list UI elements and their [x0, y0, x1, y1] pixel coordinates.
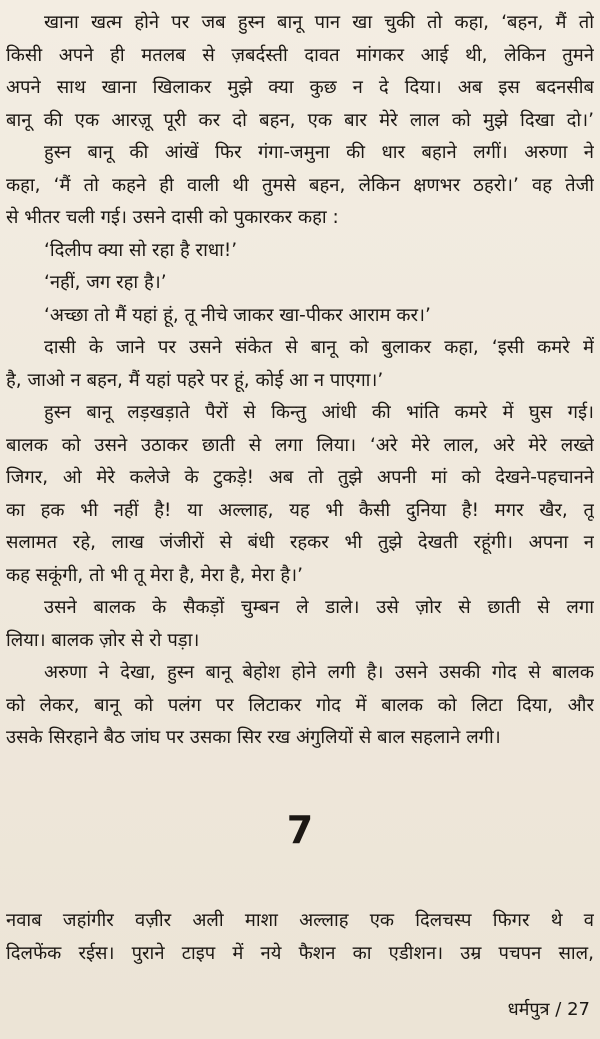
text-line: नवाब जहांगीर वज़ीर अली माशा अल्लाह एक दिलचस्प फिगर थे व — [6, 910, 594, 931]
text-line: को लेकर, बानू को पलंग पर लिटाकर गोद में बालक को लिटा दिया, और — [6, 694, 594, 716]
text-line: कहा, ‘मैं तो कहने ही वाली थी तुमसे बहन, लेकिन क्षणभर ठहरो।’ वह तेजी — [6, 174, 594, 196]
text-line: से भीतर चली गई। उसने दासी को पुकारकर कहा : — [6, 207, 339, 228]
text-line: बालक को उसने उठाकर छाती से लगा लिया। ‘अरे मेरे लाल, अरे मेरे लख्ते — [6, 434, 594, 456]
page-footer: धर्मपुत्र / 27 — [507, 999, 590, 1020]
text-line: दिलफेंक रईस। पुराने टाइप में नये फैशन का एडीशन। उम्र पचपन साल, — [6, 942, 594, 964]
text-line: अपने साथ खाना खिलाकर मुझे क्या कुछ न दे दिया। अब इस बदनसीब — [6, 77, 594, 98]
text-line: ‘अच्छा तो मैं यहां हूं, तू नीचे जाकर खा-पीकर आराम कर।’ — [44, 304, 431, 326]
text-line: अरुणा ने देखा, हुस्न बानू बेहोश होने लगी है। उसने उसकी गोद से बालक — [44, 662, 594, 683]
text-line: बानू की एक आरज़ू पूरी कर दो बहन, एक बार मेरे लाल को मुझे दिखा दो।’ — [6, 109, 594, 131]
text-line: लिया। बालक ज़ोर से रो पड़ा। — [6, 629, 200, 651]
text-line: खाना खत्म होने पर जब हुस्न बानू पान खा चुकी तो कहा, ‘बहन, मैं तो — [44, 12, 594, 33]
text-line: ‘नहीं, जग रहा है।’ — [44, 272, 167, 293]
text-line: ‘दिलीप क्या सो रहा है राधा!’ — [44, 239, 238, 261]
text-line: सलामत रहे, लाख जंजीरों से बंधी रहकर भी तुझे देखती रहूंगी। अपना न — [6, 532, 594, 553]
chapter-number: 7 — [286, 808, 314, 852]
text-line: उसके सिरहाने बैठ जांघ पर उसका सिर रख अंगुलियों से बाल सहलाने लगी। — [6, 727, 501, 748]
text-line: किसी अपने ही मतलब से ज़बर्दस्ती दावत मांगकर आई थी, लेकिन तुमने — [6, 44, 594, 66]
text-line: दासी के जाने पर उसने संकेत से बानू को बुलाकर कहा, ‘इसी कमरे में — [44, 337, 594, 358]
text-line: हुस्न बानू लड़खड़ाते पैरों से किन्तु आंधी की भांति कमरे में घुस गई। — [44, 402, 594, 423]
text-line: है, जाओ न बहन, मैं यहां पहरे पर हूं, कोई आ न पाएगा।’ — [6, 369, 384, 391]
body-text — [6, 7, 594, 755]
chapter-opening-text — [6, 905, 594, 970]
text-line: उसने बालक के सैकड़ों चुम्बन ले डाले। उसे ज़ोर से छाती से लगा — [44, 597, 594, 618]
text-line: जिगर, ओ मेरे कलेजे के टुकड़े! अब तो तुझे अपनी मां को देखने-पहचानने — [6, 467, 594, 488]
text-line: कह सकूंगी, तो भी तू मेरा है, मेरा है, मेरा है।’ — [6, 564, 303, 586]
text-line: हुस्न बानू की आंखें फिर गंगा-जमुना की धार बहाने लगीं। अरुणा ने — [44, 142, 594, 163]
text-line: का हक भी नहीं है! या अल्लाह, यह भी कैसी दुनिया है! मगर खैर, तू — [6, 499, 594, 521]
